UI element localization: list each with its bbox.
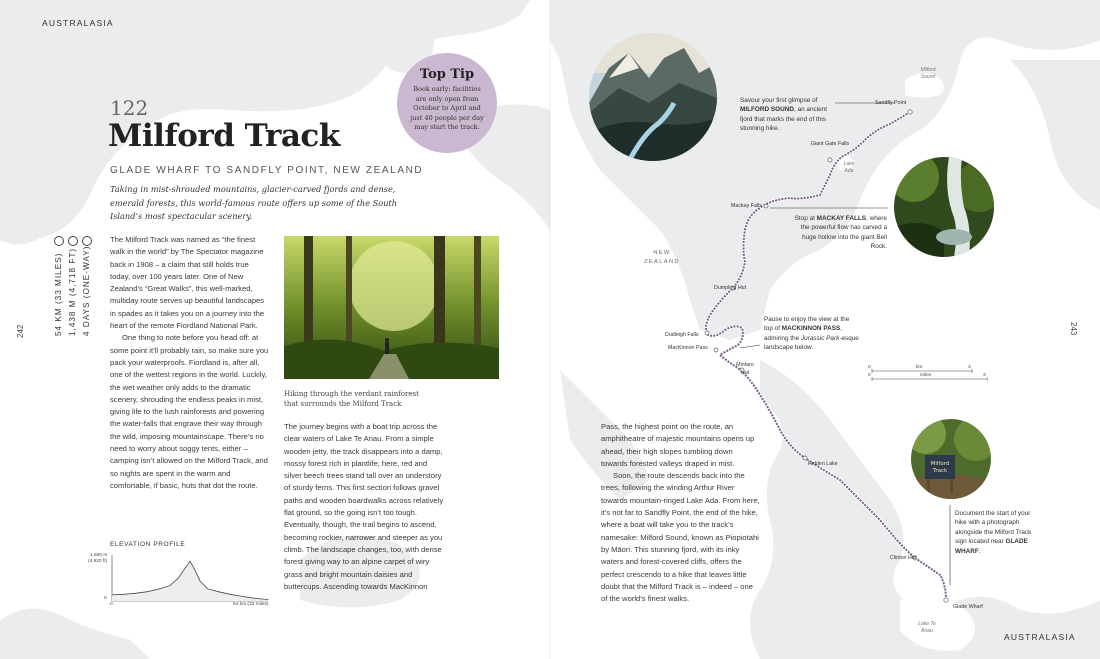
callout-milford-text: Savour your first glimpse of [740, 97, 818, 104]
callout-milford-text-end: , an ancient fjord that marks the end of this stunning hike. [740, 106, 828, 133]
water-label-milford-sound: Milford Sound [920, 67, 936, 80]
elevation-profile-title: ELEVATION PROFILE [110, 541, 186, 548]
page-number-left: 242 [16, 324, 25, 338]
callout-glade-text: Document the start of your hike with a photograph alongside the Milford Track sign located near [955, 510, 1032, 546]
stat-distance-label: 54 KM (33 MILES) [54, 252, 63, 336]
callout-mackay-highlight: MACKAY FALLS [816, 215, 867, 222]
waypoint-mackinnon-pass [714, 348, 718, 352]
scale-miles-max: 3 [983, 373, 986, 378]
scale-miles-zero: 0 [868, 373, 871, 378]
body-paragraph: Soon, the route descends back into the trees, following the winding Arthur River towards mountain-ringed Lake Ada. From here, it’s not far to Sandfly Point, the end of the hike, where a boat will take you to the track’s namesake: Milford Sound, known as Piopiotahi by Māori. This stunning fjord, with its inky waters and forest-covered cliffs, offers the perfect crescendo to a hike that leaves little doubt that the Milford Track is – indeed – one of the world’s finest walks. [601, 471, 760, 604]
water-label-lake-te-anau: Lake Te Anau [918, 621, 936, 634]
leader-line-mackinnon [740, 345, 760, 348]
body-paragraph: The journey begins with a boat trip across the clear waters of Lake Te Anau. From a simple wooden jetty, the track disappears into a damp, mossy forest rich in plantlife; here, red and silver beech trees stand tall over an understory of sturdy ferns. This first section follows gravel paths and wooden boardwalks across relatively flat ground, so the going isn’t too tough. Eventually, though, the trail begins to ascend, becoming rockier, narrower and steeper as you climb. The landscape changes, too, with dense forest giving way to an alpine carpet of wiry grass and bright mountain daisies and buttercups. Ascending towards MacKinnon [284, 422, 444, 591]
map-label-mackinnon-pass: MacKinnon Pass [668, 345, 708, 351]
callout-mackinnon-text: Pause to enjoy the view at the top of [764, 316, 850, 333]
top-tip-text: Book early: facilities are only open from October to April and just 40 people per day may start the track. [410, 85, 484, 131]
scale-km-zero: 0 [868, 365, 871, 370]
map-label-dudleigh-falls: Dudleigh Falls [665, 332, 699, 338]
map-label-dumpling-hut: Dumpling Hut [714, 285, 747, 291]
x-axis-max-label: 54 km (33 miles) [233, 602, 269, 607]
stat-elevation-label: 1,438 M (4,718 FT) [68, 247, 77, 336]
section-label-left: AUSTRALASIA [42, 18, 114, 28]
map-label-hidden-lake: Hidden Lake [808, 461, 838, 467]
y-axis-max-label: 1,500 m [90, 553, 108, 558]
waypoint-glade-wharf [944, 598, 948, 602]
callout-mackinnon-text-end: -esque landscape below. [764, 334, 859, 352]
callout-milford-highlight: MILFORD SOUND [740, 106, 794, 114]
waypoint-mackay-falls [764, 204, 768, 208]
waypoint-dudleigh-falls [705, 331, 709, 335]
x-axis-zero-label: 0 [110, 602, 113, 607]
body-paragraph: The Milford Track was named as “the finest walk in the world” by The Spectator magazine back in 1908 – a claim that still holds true today, over 100 years later. One of New Zealand’s “Great Walks”, this well-marked, multiday route serves up beautiful landscapes in spades as it takes you on a journey into the heart of the remote Fiordland National Park. [110, 235, 265, 331]
callout-glade-highlight: GLADE WHARF [955, 538, 1028, 555]
callout-mackinnon-text-mid: , admiring the [764, 325, 843, 342]
waypoint-sandfly-point [908, 110, 912, 114]
sign-text-line-2: Track [932, 468, 948, 474]
sign-text-line-1: Milford [930, 461, 950, 467]
y-axis-zero-label: 0 [104, 596, 107, 601]
map-label-giant-gate-falls: Giant Gate Falls [810, 141, 850, 147]
route-subtitle: GLADE WHARF TO SANDFLY POINT, NEW ZEALAND [110, 165, 424, 176]
y-axis-max-label-ft: (4,920 ft) [88, 559, 108, 564]
stat-duration-label: 4 DAYS (ONE-WAY) [82, 245, 91, 336]
map-label-mackay-falls: Mackay Falls [731, 203, 762, 209]
waypoint-hidden-lake [803, 456, 807, 460]
map-label-clinton-hut: Clinton Hut [890, 555, 917, 561]
map-label-mintaro-hut: Mintaro Hut [736, 362, 754, 376]
scale-km-max: 3 [968, 365, 971, 370]
route-number: 122 [110, 96, 149, 120]
scale-miles-label: miles [920, 373, 932, 378]
section-label-right: AUSTRALASIA [1004, 632, 1076, 642]
body-paragraph: One thing to note before you head off: at some point it’ll probably rain, so make sure you pack your waterproofs. Fiordland is, after all, one of the wettest regions in the world. Luckily, the wet weather only adds to the dramatic scenery, shrouding the endless peaks in mist, giving life to the lush rainforests and powering the water-falls that engrave their way through the wild, imposing mountainscape. There’s no need to worry about soggy tents, either – camping isn’t allowed on the Milford Track, and so nights are spent in the warm and comfortable, if basic, huts that dot the route. [110, 333, 269, 490]
map-label-sandfly-point: Sandfly Point [875, 100, 907, 106]
route-intro: Taking in mist-shrouded mountains, glacier-carved fjords and dense, emerald forests, this world-famous route offers up some of the South Island’s most spectacular scenery. [110, 184, 398, 221]
map-region-label: NEW ZEALAND [644, 250, 680, 265]
water-label-lake-ada: Lake Ada [843, 161, 855, 174]
route-title: Milford Track [108, 118, 340, 154]
page-number-right: 243 [1069, 322, 1078, 336]
callout-glade-text-end: . [978, 547, 981, 555]
top-tip-title: Top Tip [419, 67, 475, 82]
map-scale-bar [868, 366, 988, 384]
scale-km-label: km [916, 365, 923, 370]
callout-mackinnon-highlight: MACKINNON PASS [781, 325, 841, 333]
map-label-glade-wharf: Glade Wharf [953, 604, 983, 610]
body-paragraph: Pass, the highest point on the route, an amphitheatre of majestic mountains opens up ahead, their high slopes tumbling down towards forested valleys draped in mist. [601, 422, 755, 468]
callout-mackay-text-end: , where the powerful flow has carved a huge hollow into the giant Bell Rock. [800, 215, 887, 251]
callout-mackinnon-italic: Jurassic Park [800, 334, 840, 342]
trail-outline [706, 112, 946, 600]
photo-caption: Hiking through the verdant rainforest that surrounds the Milford Track [284, 390, 419, 408]
waypoint-giant-gate-falls [828, 158, 832, 162]
callout-mackay-text: Stop at [794, 215, 815, 222]
